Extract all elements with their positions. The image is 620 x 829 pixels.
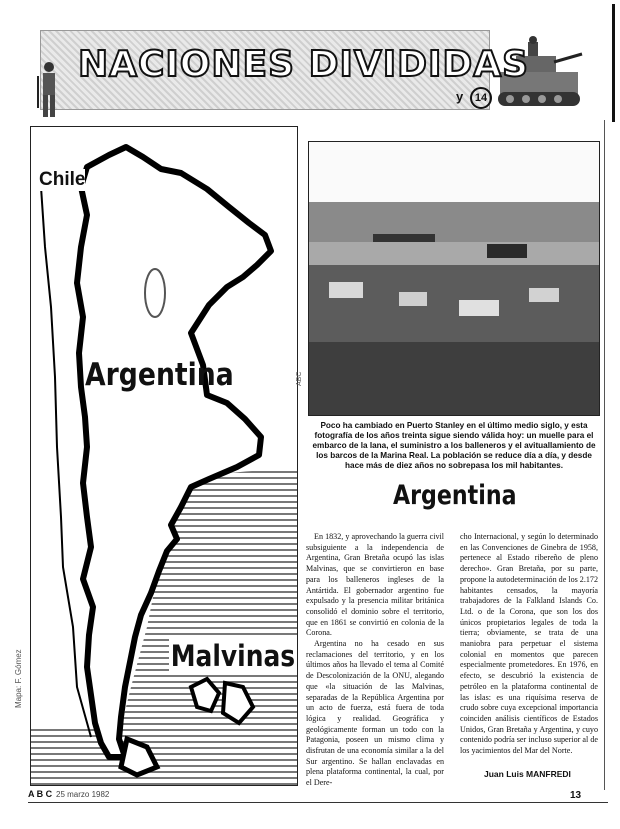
series-number-badge: 14	[470, 87, 492, 109]
harbour-scene	[309, 142, 600, 416]
photo-caption: Poco ha cambiado en Puerto Stanley en el último medio siglo, y esta fotografía de los años treinta sigue siendo válida hoy: un muelle para el embarco de la lana, el suministro a los balleneros y el avituallamiento de los barcos de la Marina Real. La población se reduce día a día, y desde hace más de diez años no sobrepasa los mil habitantes.	[312, 421, 596, 470]
photo-credit: ABC	[296, 371, 303, 386]
stanley-photo	[308, 141, 600, 416]
argentina-map-graphic	[31, 127, 298, 786]
right-margin-rule	[604, 120, 605, 790]
page-number: 13	[570, 790, 582, 801]
map-label-chile: Chile	[39, 169, 86, 190]
map-credit: Mapa: F. Gómez	[14, 649, 23, 708]
map-label-argentina: Argentina	[85, 357, 234, 393]
series-conjunction: y	[456, 89, 464, 104]
map-panel	[30, 126, 298, 786]
soldier-illustration	[34, 60, 64, 118]
issue-date: 25 marzo 1982	[56, 790, 110, 799]
footer-rule	[28, 802, 608, 803]
article-headline: Argentina	[393, 480, 517, 511]
article-author: Juan Luis MANFREDI	[484, 769, 571, 779]
top-right-rule	[612, 4, 615, 122]
series-title: NACIONES DIVIDIDAS	[78, 44, 530, 85]
article-paragraph: cho Internacional, y según lo determinado en las Convenciones de Ginebra de 1958, pertenece al Estado ribereño de pleno derecho». Gran Bretaña, por su parte, propone la autodeterminación de los 2.172 habitantes censados, la mayoría trabajadores de la Falkland Islands Co. Ltd. o de la Corona, que son los dos únicos propietarios legales de toda la tierra; obviamente, se trata de una maniobra para perpetuar el sistema colonial en momentos que parecen especialmente prometedores. En 1976, en efecto, se descubrió la existencia de petróleo en la plataforma continental de las islas: es una riquísima reserva de crudo sobre cuya excepcional importancia coinciden análisis científicos de Estados Unidos, Gran Bretaña y Argentina, y cuyo contenido podría ser incluso superior al de los yacimientos del Mar del Norte.	[460, 532, 599, 756]
map-label-malvinas: Malvinas	[170, 639, 296, 673]
publication-name: A B C	[28, 789, 53, 799]
article-paragraph: Argentina no ha cesado en sus reclamaciones del territorio, y en los últimos años ha llevado el tema al Comité de Descolonización de la ONU, alegando que «la situación de las Malvinas, separadas de la República Argentina por un acto de fuerza, está fuera de toda lógica y realidad. Geográfica y geológicamente forman un todo con la Patagonia, poseen un mismo clima y disfrutan de una economía similar a la del Sur argentino. Se hallan enclavadas en plena plataforma continental, la cual, por el Dere-	[306, 639, 444, 788]
article-paragraph: En 1832, y aprovechando la guerra civil subsiguiente a la independencia de Argentina, Gran Bretaña ocupó las islas Malvinas, que se convirtieron en base para los balleneros ingleses de la Antártida. El gobernador argentino fue expulsado y la presencia militar británica consolidó el dominio sobre el territorio, que en 1861 se convirtió en colonia de la Corona.	[306, 532, 444, 638]
article-column-1	[306, 532, 444, 789]
article-column-2	[460, 532, 598, 757]
